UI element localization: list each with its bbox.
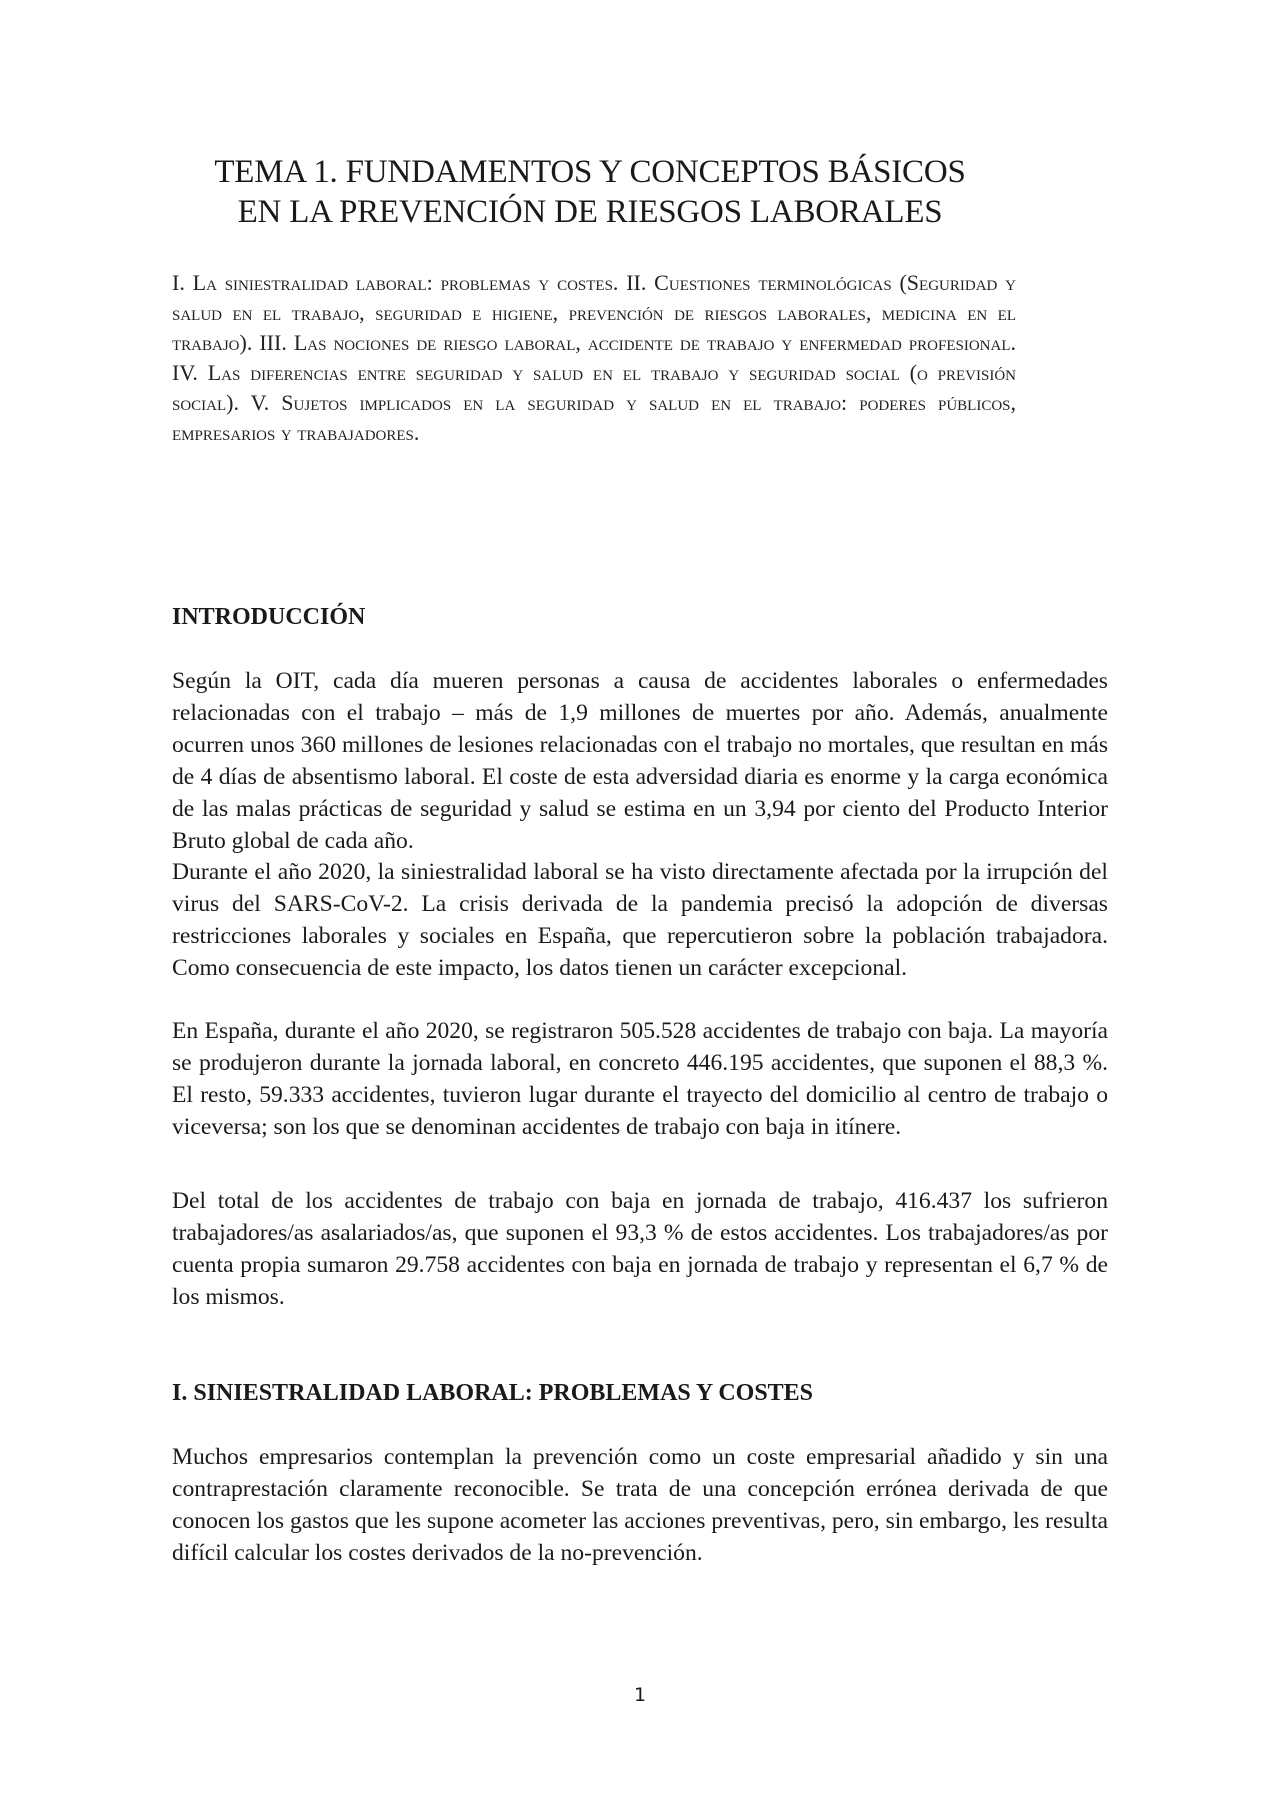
intro-paragraph-4: Del total de los accidentes de trabajo con baja en jornada de trabajo, 416.437 los sufrieron trabajadores/as asalariados/as, que suponen el 93,3 % de estos accidentes. Los trabajadores/as por cuenta propia sumaron 29.758 accidentes con baja en jornada de trabajo y representan el 6,7 % de los mismos. bbox=[172, 1188, 1108, 1310]
intro-paragraph-1: Según la OIT, cada día mueren personas a causa de accidentes laborales o enfermedades relacionadas con el trabajo – más de 1,9 millones de muertes por año. Además, anualmente ocurren unos 360 millones de lesiones relacionadas con el trabajo no mortales, que resultan en más de 4 días de absentismo laboral. El coste de esta adversidad diaria es enorme y la carga económica de las malas prácticas de seguridad y salud se estima en un 3,94 por ciento del Producto Interior Bruto global de cada año. bbox=[172, 668, 1108, 854]
section-1-heading: I. SINIESTRALIDAD LABORAL: PROBLEMAS Y COSTES bbox=[172, 1380, 814, 1406]
document-title-line-1: TEMA 1. FUNDAMENTOS Y CONCEPTOS BÁSICOS bbox=[214, 154, 966, 190]
chapter-summary: I. La siniestralidad laboral: problemas y costes. II. Cuestiones terminológicas (Seguridad y salud en el trabajo, seguridad e higiene, prevención de riesgos laborales, medicina en el trabajo). III. Las nociones de riesgo laboral, accidente de trabajo y enfermedad profesional. IV. Las diferencias entre seguridad y salud en el trabajo y seguridad social (o previsión social). V. Sujetos implicados en la seguridad y salud en el trabajo: poderes públicos, empresarios y trabajadores. bbox=[172, 270, 1016, 445]
document-title bbox=[172, 152, 1008, 232]
introduction-heading: INTRODUCCIÓN bbox=[172, 604, 366, 630]
page-number: 1 bbox=[633, 1684, 647, 1706]
document-title-line-2: EN LA PREVENCIÓN DE RIESGOS LABORALES bbox=[237, 194, 943, 230]
section-1-paragraph-1: Muchos empresarios contemplan la prevención como un coste empresarial añadido y sin una contraprestación claramente reconocible. Se trata de una concepción errónea derivada de que conocen los gastos que les supone acometer las acciones preventivas, pero, sin embargo, les resulta difícil calcular los costes derivados de la no-prevención. bbox=[172, 1444, 1108, 1566]
intro-paragraph-2: Durante el año 2020, la siniestralidad laboral se ha visto directamente afectada por la irrupción del virus del SARS-CoV-2. La crisis derivada de la pandemia precisó la adopción de diversas restricciones laborales y sociales en España, que repercutieron sobre la población trabajadora. Como consecuencia de este impacto, los datos tienen un carácter excepcional. bbox=[172, 859, 1108, 981]
intro-paragraph-3: En España, durante el año 2020, se registraron 505.528 accidentes de trabajo con baja. La mayoría se produjeron durante la jornada laboral, en concreto 446.195 accidentes, que suponen el 88,3 %. El resto, 59.333 accidentes, tuvieron lugar durante el trayecto del domicilio al centro de trabajo o viceversa; son los que se denominan accidentes de trabajo con baja in itínere. bbox=[172, 1018, 1108, 1140]
